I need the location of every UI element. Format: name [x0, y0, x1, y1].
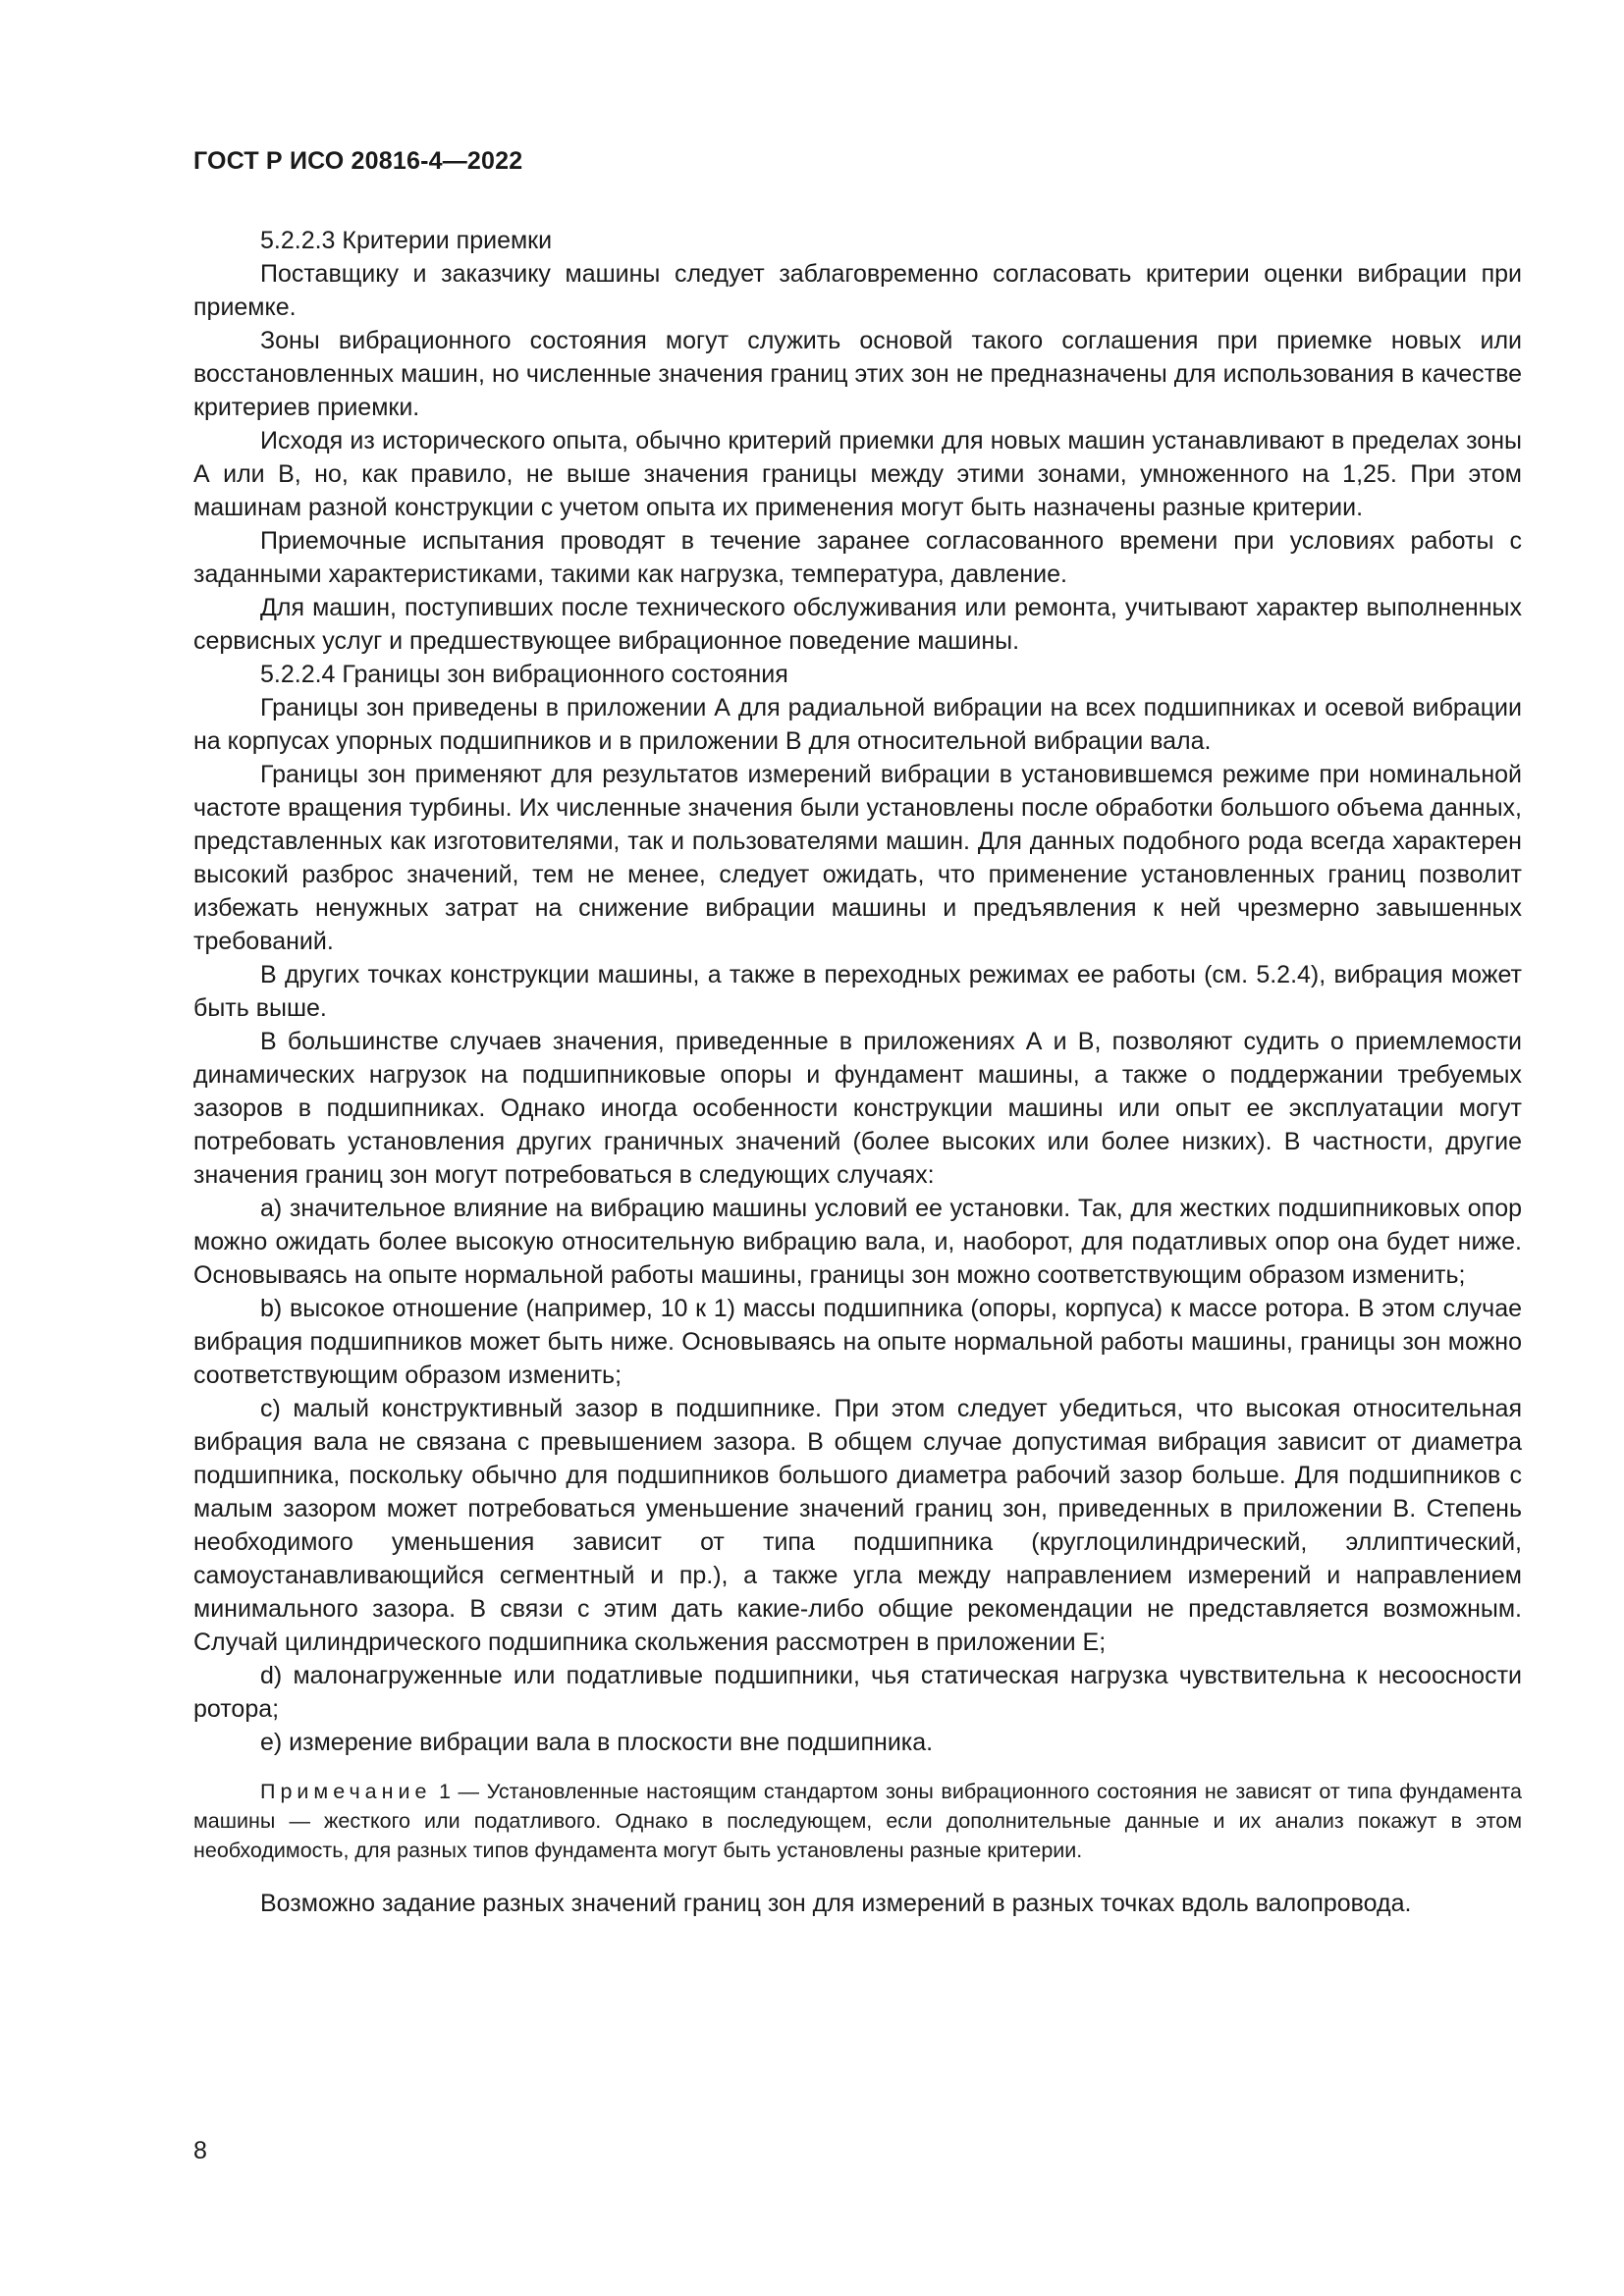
section-heading-5-2-2-4: 5.2.2.4 Границы зон вибрационного состояния [260, 661, 788, 688]
page-number: 8 [193, 2137, 207, 2164]
paragraph: Границы зон применяют для результатов измерений вибрации в установившемся режиме при номинальной частоте вращения турбины. Их численные значения были установлены после обработки большого объема данных, представленных как изготовителями, так и пользователями машин. Для данных подобного рода всегда характерен высокий разброс значений, тем не менее, следует ожидать, что применение установленных границ позволит избежать ненужных затрат на снижение вибрации машины и предъявления к ней чрезмерно завышенных требований. [193, 761, 1522, 955]
paragraph: Зоны вибрационного состояния могут служить основой такого соглашения при приемке новых или восстановленных машин, но численные значения границ этих зон не предназначены для использования в качестве критериев приемки. [193, 327, 1522, 421]
list-item-c: с) малый конструктивный зазор в подшипнике. При этом следует убедиться, что высокая относительная вибрация вала не связана с превышением зазора. В общем случае допустимая вибрация зависит от диаметра подшипника, поскольку обычно для подшипников большого диаметра рабочий зазор больше. Для подшипников с малым зазором может потребоваться уменьшение значений границ зон, приведенных в приложении В. Степень необходимого уменьшения зависит от типа подшипника (круглоцилиндрический, эллиптический, самоустанавливающийся сегментный и пр.), а также угла между направлением измерений и направлением минимального зазора. В связи с этим дать какие-либо общие рекомендации не представляется возможным. Случай цилиндрического подшипника скольжения рассмотрен в приложении Е; [193, 1395, 1522, 1656]
paragraph: Приемочные испытания проводят в течение заранее согласованного времени при условиях работы с заданными характеристиками, такими как нагрузка, температура, давление. [193, 527, 1522, 588]
standard-header: ГОСТ Р ИСО 20816-4—2022 [193, 147, 523, 175]
paragraph: Для машин, поступивших после технического обслуживания или ремонта, учитывают характер выполненных сервисных услуг и предшествующее вибрационное поведение машины. [193, 594, 1522, 655]
paragraph: Границы зон приведены в приложении А для радиальной вибрации на всех подшипниках и осевой вибрации на корпусах упорных подшипников и в приложении В для относительной вибрации вала. [193, 694, 1522, 755]
section-heading-5-2-2-3: 5.2.2.3 Критерии приемки [260, 227, 553, 254]
paragraph: В большинстве случаев значения, приведенные в приложениях А и В, позволяют судить о приемлемости динамических нагрузок на подшипниковые опоры и фундамент машины, а также о поддержании требуемых зазоров в подшипниках. Однако иногда особенности конструкции машины или опыт ее эксплуатации могут потребовать установления других граничных значений (более высоких или более низких). В частности, другие значения границ зон могут потребоваться в следующих случаях: [193, 1028, 1522, 1189]
note-label: Примечание [260, 1780, 432, 1803]
paragraph: Исходя из исторического опыта, обычно критерий приемки для новых машин устанавливают в пределах зоны А или В, но, как правило, не выше значения границы между этими зонами, умноженного на 1,25. При этом машинам разной конструкции с учетом опыта их применения могут быть назначены разные критерии. [193, 427, 1522, 521]
list-item-e: е) измерение вибрации вала в плоскости вне подшипника. [260, 1729, 934, 1756]
list-item-d: d) малонагруженные или податливые подшипники, чья статическая нагрузка чувствительна к несоосности ротора; [193, 1662, 1522, 1723]
note-text: — Установленные настоящим стандартом зоны вибрационного состояния не зависят от типа фундамента машины — жесткого или податливого. Однако в последующем, если дополнительные данные и их анализ покажут в этом необходимость, для разных типов фундамента могут быть установлены разные критерии. [193, 1780, 1522, 1862]
note-1 [193, 1777, 1522, 1865]
paragraph: В других точках конструкции машины, а также в переходных режимах ее работы (см. 5.2.4), вибрация может быть выше. [193, 961, 1522, 1022]
paragraph: Поставщику и заказчику машины следует заблаговременно согласовать критерии оценки вибрации при приемке. [193, 260, 1522, 321]
note-number: 1 [439, 1780, 451, 1803]
paragraph-final: Возможно задание разных значений границ зон для измерений в разных точках вдоль валопровода. [260, 1890, 1412, 1917]
list-item-b: b) высокое отношение (например, 10 к 1) массы подшипника (опоры, корпуса) к массе ротора. В этом случае вибрация подшипников может быть ниже. Основываясь на опыте нормальной работы машины, границы зон можно соответствующим образом изменить; [193, 1295, 1522, 1389]
list-item-a: а) значительное влияние на вибрацию машины условий ее установки. Так, для жестких подшипниковых опор можно ожидать более высокую относительную вибрацию вала, и, наоборот, для податливых опор она будет ниже. Основываясь на опыте нормальной работы машины, границы зон можно соответствующим образом изменить; [193, 1195, 1522, 1289]
document-body [193, 224, 1522, 1920]
